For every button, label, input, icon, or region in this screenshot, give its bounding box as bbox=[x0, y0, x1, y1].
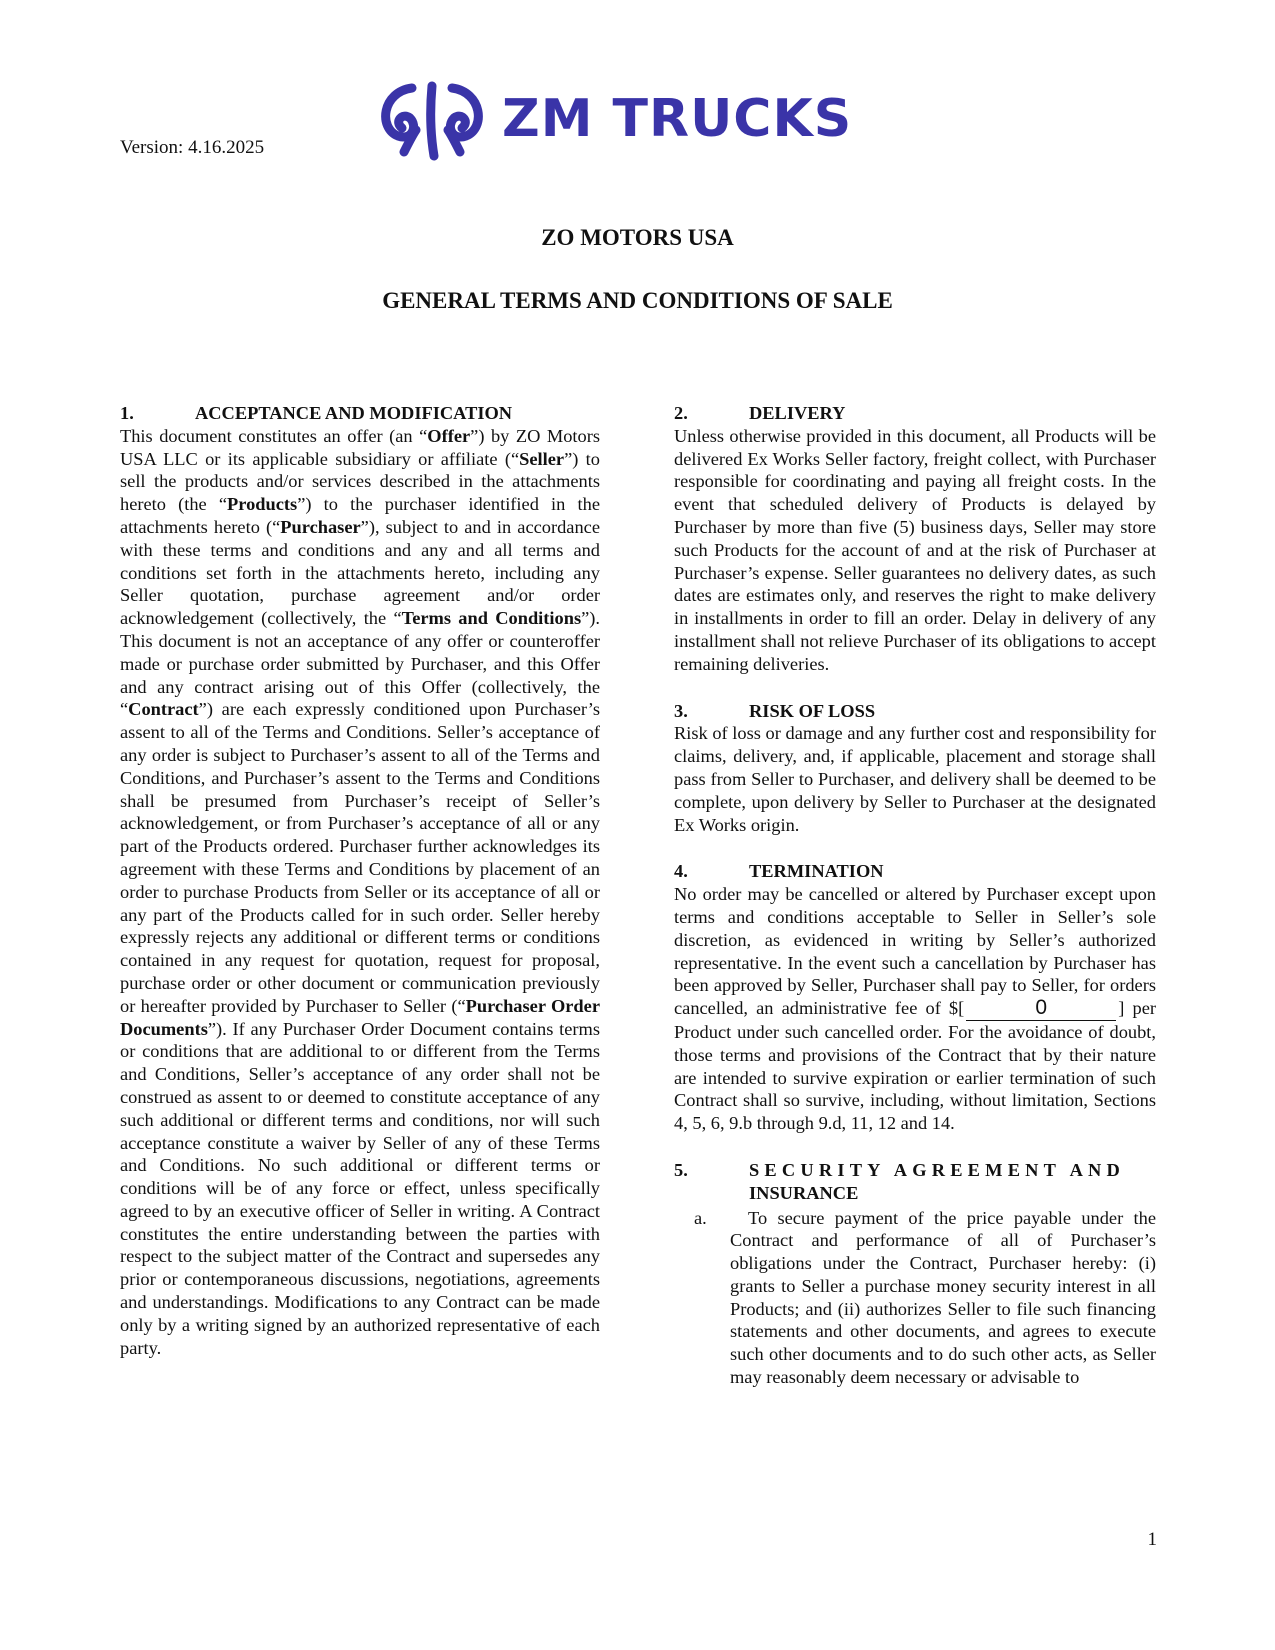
section-3-body: Risk of loss or damage and any further cost and responsibility for claims, delivery, and, if applicable, placement and storage shall pass from Seller to Purchaser, and delivery shall be deemed to be complete, upon delivery by Seller to Purchaser at the designated Ex Works origin. bbox=[674, 723, 1156, 835]
section-5a bbox=[674, 1207, 1156, 1389]
defined-term: Purchaser bbox=[280, 516, 361, 537]
section-title bbox=[749, 1159, 1125, 1205]
zm-emblem-icon bbox=[386, 86, 479, 156]
defined-term: Terms and Conditions bbox=[401, 608, 582, 629]
section-5 bbox=[674, 1159, 1156, 1389]
section-4-heading bbox=[674, 860, 1156, 883]
text-run: ”) are each expressly conditioned upon Purchaser’s assent to all of the Terms and Conditions. Seller’s acceptance of any order is subject to Purchaser’s assent to all of the Terms and Conditions, and Purchaser’s assent to the Terms and Conditions shall be presumed from Purchaser’s receipt of Seller’s acknowledgement, or from Purchaser’s acceptance of all or any part of the Products ordered. Purchaser further acknowledges its agreement with these Terms and Conditions by placement of an order to purchase Products from Seller or its acceptance of all or any part of the Products called for in such order. Seller hereby expressly rejects any additional or different terms or conditions contained in any request for quotation, request for proposal, purchase order or other document or communication previously or hereafter provided by Purchaser to Seller (“ bbox=[120, 699, 600, 1016]
section-title-line: SECURITY AGREEMENT AND bbox=[749, 1159, 1126, 1180]
section-4 bbox=[674, 860, 1156, 1135]
text-run: ”) to sell the products and/or services described in the attachments hereto (the “ bbox=[120, 448, 600, 515]
version-label: Version: 4.16.2025 bbox=[120, 137, 265, 158]
text-run: ”) to the purchaser identified in the attachments hereto (“ bbox=[120, 494, 600, 537]
defined-term: Purchaser Order Documents bbox=[120, 995, 600, 1039]
section-number: 4. bbox=[674, 861, 688, 882]
section-number: 3. bbox=[674, 700, 688, 721]
section-title: DELIVERY bbox=[749, 403, 846, 423]
company-title: ZO MOTORS USA bbox=[541, 225, 734, 250]
zm-trucks-logo bbox=[372, 78, 852, 162]
text-run: ”), subject to and in accordance with these terms and conditions and any and all terms and conditions set forth in the attachments hereto, including any Seller quotation, purchase agreement and/or order acknowledgement (collectively, the “ bbox=[120, 516, 600, 629]
section-3-heading bbox=[674, 700, 1156, 723]
defined-term: Products bbox=[227, 494, 298, 515]
section-number: 2. bbox=[674, 403, 688, 423]
document-title: GENERAL TERMS AND CONDITIONS OF SALE bbox=[382, 288, 893, 313]
defined-term: Contract bbox=[128, 699, 199, 720]
section-5a-body: To secure payment of the price payable under the Contract and performance of all of Purchaser’s obligations under the Contract, Purchaser hereby: (i) grants to Seller a purchase money security interest in all Products; and (ii) authorizes Seller to file such financing statements and other documents, and agrees to execute such other documents and to do such other acts, as Seller may reasonably deem necessary or advisable to bbox=[730, 1207, 1156, 1388]
text-run: ”). If any Purchaser Order Document contains terms or conditions that are additional to or different from the Terms and Conditions, Seller’s acceptance of any order shall not be construed as assent to or deemed to constitute acceptance of any such additional or different terms and conditions, nor will such acceptance constitute a waiver by Seller of any of these Terms and Conditions. No such additional or different terms or conditions will be of any force or effect, unless specifically agreed to by an executive officer of Seller in writing. A Contract constitutes the entire understanding between the parties with respect to the subject matter of the Contract and supersedes any prior or contemporaneous discussions, negotiations, agreements and understandings. Modifications to any Contract can be made only by a writing signed by an authorized representative of each party. bbox=[120, 1018, 600, 1358]
defined-term: Seller bbox=[519, 448, 565, 469]
left-column bbox=[120, 402, 600, 1359]
subsection-letter: a. bbox=[694, 1207, 707, 1228]
right-column bbox=[674, 402, 1156, 1413]
section-title: RISK OF LOSS bbox=[749, 700, 876, 721]
section-number: 1. bbox=[120, 403, 134, 423]
administrative-fee-field[interactable]: 0 bbox=[966, 997, 1116, 1021]
section-title-line: INSURANCE bbox=[749, 1182, 859, 1203]
section-4-body bbox=[674, 883, 1156, 1135]
defined-term: Offer bbox=[427, 425, 471, 446]
text-run: No order may be cancelled or altered by Purchaser except upon terms and conditions acceptable to Seller in Seller’s sole discretion, as evidenced in writing by Seller’s authorized representative. In the event such a cancellation by Purchaser has been approved by Seller, Purchaser shall pay to Seller, for orders cancelled, an administrative fee of $[ bbox=[674, 884, 1156, 1019]
section-number: 5. bbox=[674, 1159, 688, 1180]
text-run: This document constitutes an offer (an “ bbox=[120, 425, 428, 446]
text-run: ”). This document is not an acceptance of any offer or counteroffer made or purchase order submitted by Purchaser, and this Offer and any contract arising out of this Offer (collectively, the “ bbox=[120, 608, 600, 720]
section-1-heading bbox=[120, 402, 600, 425]
section-title: TERMINATION bbox=[749, 861, 884, 882]
section-title: ACCEPTANCE AND MODIFICATION bbox=[195, 403, 513, 423]
section-5-heading bbox=[674, 1159, 1156, 1205]
text-run: ”) by ZO Motors USA LLC or its applicable subsidiary or affiliate (“ bbox=[120, 425, 600, 469]
section-2-body: Unless otherwise provided in this document, all Products will be delivered Ex Works Seller factory, freight collect, with Purchaser responsible for coordinating and paying all freight costs. In the event that scheduled delivery of Products is delayed by Purchaser by more than five (5) business days, Seller may store such Products for the account of and at the risk of Purchaser at Purchaser’s expense. Seller guarantees no delivery dates, as such dates are estimates only, and reserves the right to make delivery in installments in order to fill an order. Delay in delivery of any installment shall not relieve Purchaser of its obligations to accept remaining deliveries. bbox=[674, 425, 1156, 674]
section-2 bbox=[674, 402, 1156, 676]
page-number: 1 bbox=[1147, 1529, 1157, 1550]
section-2-heading bbox=[674, 402, 1156, 425]
section-1-body bbox=[120, 425, 600, 1360]
text-run: ] per Product under such cancelled order. For the avoidance of doubt, those terms and provisions of the Contract that by their nature are intended to survive expiration or earlier termination of such Contract shall so survive, including, without limitation, Sections 4, 5, 6, 9.b through 9.d, 11, 12 and 14. bbox=[674, 998, 1156, 1134]
logo-text: ZM TRUCKS bbox=[502, 89, 852, 149]
section-3 bbox=[674, 700, 1156, 837]
